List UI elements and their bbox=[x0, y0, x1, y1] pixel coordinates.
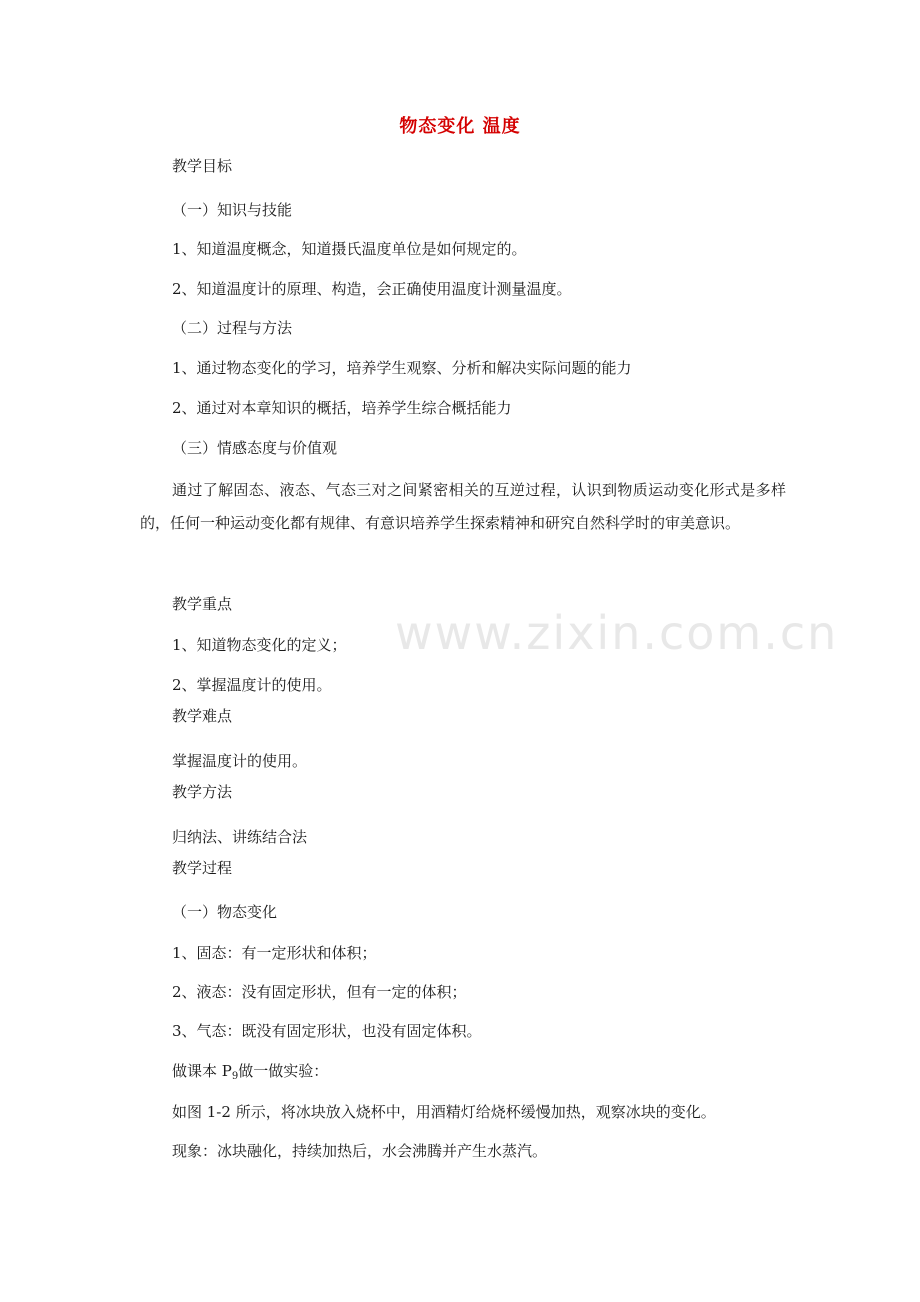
method-heading: 教学方法 bbox=[172, 783, 233, 801]
section-2-heading: （二）过程与方法 bbox=[172, 319, 293, 337]
key-point-1: 1、知道物态变化的定义； bbox=[172, 636, 347, 654]
section-1-item-1: 1、知道温度概念，知道摄氏温度单位是如何规定的。 bbox=[172, 240, 527, 258]
difficulty-heading: 教学难点 bbox=[172, 707, 233, 725]
experiment-page-subscript: 9 bbox=[231, 1071, 239, 1082]
goals-heading: 教学目标 bbox=[172, 157, 233, 175]
difficulty-text: 掌握温度计的使用。 bbox=[172, 752, 308, 770]
key-point-2: 2、掌握温度计的使用。 bbox=[172, 676, 332, 694]
process-1-heading: （一）物态变化 bbox=[172, 903, 278, 921]
experiment-line bbox=[172, 1060, 328, 1088]
process-1-item-2: 2、液态：没有固定形状，但有一定的体积； bbox=[172, 983, 467, 1001]
section-2-item-2: 2、通过对本章知识的概括，培养学生综合概括能力 bbox=[172, 399, 512, 417]
experiment-prefix: 做课本 P bbox=[172, 1062, 232, 1080]
section-3-heading: （三）情感态度与价值观 bbox=[172, 439, 338, 457]
process-1-item-1: 1、固态：有一定形状和体积； bbox=[172, 944, 377, 962]
figure-description: 如图 1-2 所示，将冰块放入烧杯中，用酒精灯给烧杯缓慢加热，观察冰块的变化。 bbox=[172, 1103, 716, 1121]
experiment-suffix: 做一做实验： bbox=[238, 1062, 329, 1080]
section-1-item-2: 2、知道温度计的原理、构造，会正确使用温度计测量温度。 bbox=[172, 280, 572, 298]
method-text: 归纳法、讲练结合法 bbox=[172, 828, 308, 846]
key-points-heading: 教学重点 bbox=[172, 595, 233, 613]
document-title: 物态变化 温度 bbox=[399, 116, 521, 137]
process-1-item-3: 3、气态：既没有固定形状，也没有固定体积。 bbox=[172, 1022, 482, 1040]
section-2-item-1: 1、通过物态变化的学习，培养学生观察、分析和解决实际问题的能力 bbox=[172, 359, 632, 377]
process-heading: 教学过程 bbox=[172, 859, 233, 877]
watermark: www.zixin.com.cn bbox=[395, 606, 839, 660]
section-3-paragraph: 通过了解固态、液态、气态三对之间紧密相关的互逆过程，认识到物质运动变化形式是多样的，任何一种运动变化都有规律、有意识培养学生探索精神和研究自然科学时的审美意识。 bbox=[140, 481, 786, 532]
section-1-heading: （一）知识与技能 bbox=[172, 201, 293, 219]
phenomenon-text: 现象：冰块融化，持续加热后，水会沸腾并产生水蒸汽。 bbox=[172, 1142, 548, 1160]
